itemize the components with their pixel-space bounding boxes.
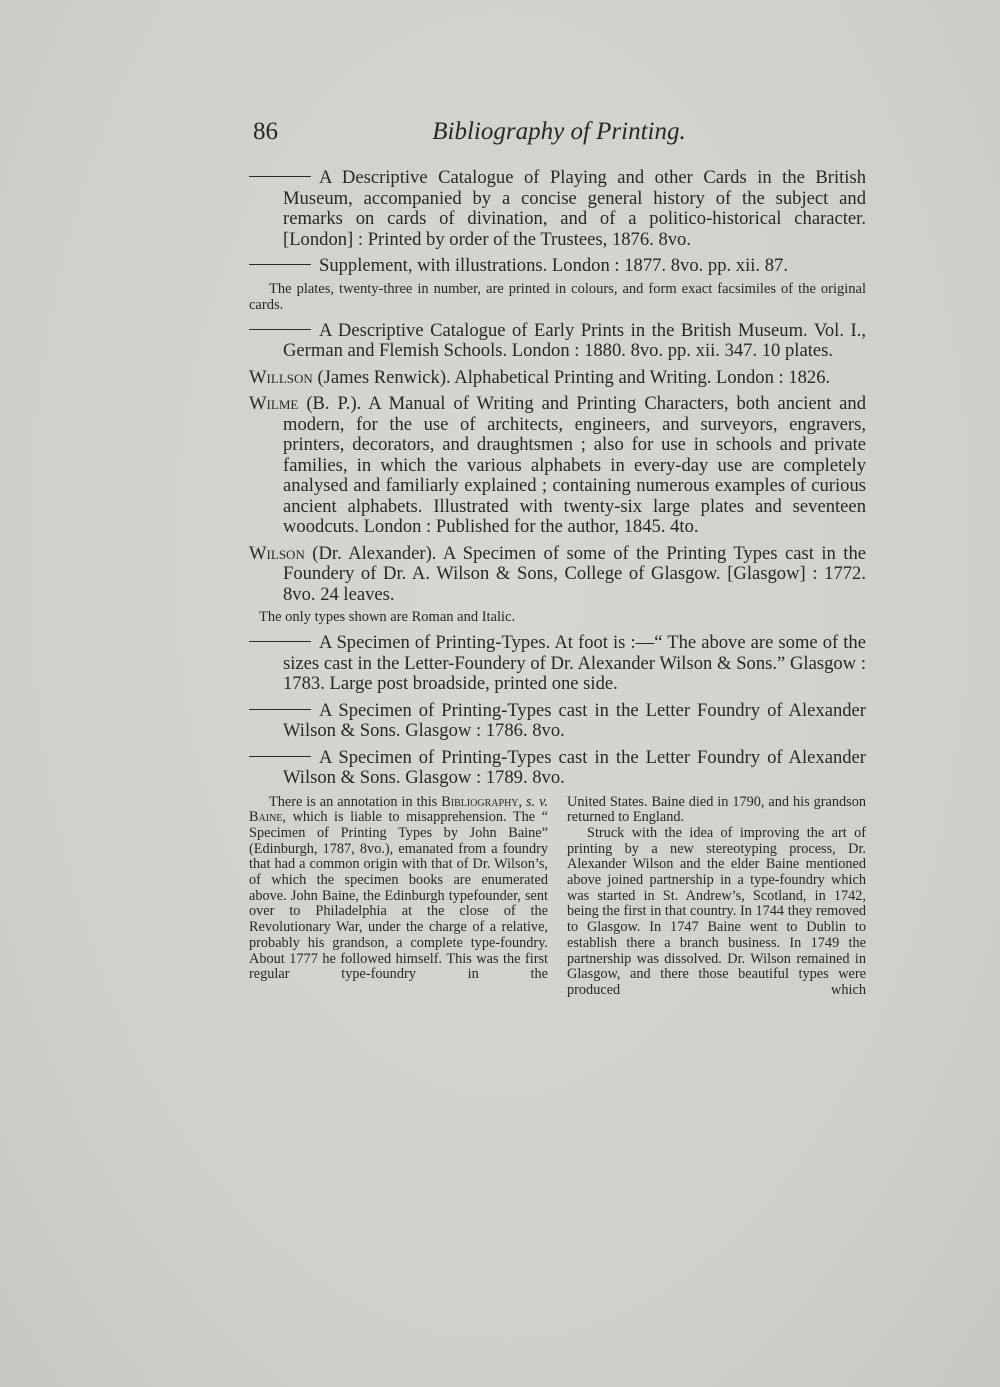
annotation-paragraph: There is an annotation in this Bibliography, s. v. Baine, which is liable to misapprehension. The “ Specimen of Printing Types by John Baine” (Edinburgh, 1787, 8vo.), emanated from a foundry that had a common origin with that of Dr. Wilson’s, of which the specimen books are enumerated above. John Baine, the Edinburgh typefounder, sent over to Philadelphia at the close of the Revolutionary War, under the charge of a relative, probably his grandson, a complete type-foundry. About 1777 he followed himself. This was the first regular type-foundry in the (249, 793, 548, 983)
ditto-dash (249, 329, 311, 330)
entry-supplement: Supplement, with illustrations. London : 1877. 8vo. pp. xii. 87. (249, 256, 866, 277)
note-wilson-types: The only types shown are Roman and Italic. (259, 609, 516, 625)
entry-specimen-1786: A Specimen of Printing-Types cast in the Letter Foundry of Alexander Wilson & Sons. Glasgow : 1786. 8vo. (249, 701, 866, 742)
ditto-dash (249, 176, 311, 177)
annotation-paragraph: Struck with the idea of improving the art of printing by a new stereotyping process, Dr. Alexander Wilson and the elder Baine mentioned above joined partnership in a type-foundry which was started in St. Andrew’s, Scotland, in 1742, being the first in that country. In 1744 they removed to Glasgow. In 1747 Baine went to Dublin to establish there a branch business. In 1749 the partnership was dissolved. Dr. Wilson remained in Glasgow, and there those beautiful types were produced which (567, 824, 866, 998)
entry-wilme: Wilme (B. P.). A Manual of Writing and Printing Characters, both ancient and modern, for the use of architects, engineers, and surveyors, engravers, printers, decorators, and draughtsmen ; also for use in schools and private families, in which the various alphabets in every-day use are completely analysed and familiarly explained ; containing numerous examples of curious ancient alphabets. Illustrated with twenty-six large plates and seventeen woodcuts. London : Published for the author, 1845. 4to. (249, 393, 866, 537)
author-name: Willson (249, 366, 313, 388)
entry-specimen-1789: A Specimen of Printing-Types cast in the Letter Foundry of Alexander Wilson & Sons. Glasgow : 1789. 8vo. (249, 748, 866, 789)
entry-wilson: Wilson (Dr. Alexander). A Specimen of some of the Printing Types cast in the Foundery of Dr. A. Wilson & Sons, College of Glasgow. [Glasgow] : 1772. 8vo. 24 leaves. (249, 542, 866, 605)
running-title: Bibliography of Printing. (432, 118, 686, 145)
annotation-columns (249, 795, 866, 999)
entry-willson: Willson (James Renwick). Alphabetical Printing and Writing. London : 1826. (249, 366, 831, 388)
annotation-left-column (249, 795, 548, 999)
note-supplement-plates: The plates, twenty-three in number, are printed in colours, and form exact facsimiles of the original cards. (249, 280, 866, 313)
annotation-right-column (567, 795, 866, 999)
page-number: 86 (253, 118, 278, 145)
page-header (253, 118, 865, 158)
entry-playing-cards: A Descriptive Catalogue of Playing and other Cards in the British Museum, accompanied by a concise general history of the subject and remarks on cards of divination, and of a politico-historical character. [London] : Printed by order of the Trustees, 1876. 8vo. (249, 168, 866, 250)
author-name: Wilme (249, 393, 299, 414)
ditto-dash (249, 641, 311, 642)
ditto-dash (249, 756, 311, 757)
entry-early-prints: A Descriptive Catalogue of Early Prints in the British Museum. Vol. I., German and Flemish Schools. London : 1880. 8vo. pp. xii. 347. 10 plates. (249, 321, 866, 362)
author-name: Wilson (249, 542, 305, 564)
annotation-paragraph: United States. Baine died in 1790, and his grandson returned to England. (567, 793, 866, 826)
ditto-dash (249, 709, 311, 710)
entry-specimen-1783: A Specimen of Printing-Types. At foot is :—“ The above are some of the sizes cast in the Letter-Foundery of Dr. Alexander Wilson & Sons.” Glasgow : 1783. Large post broadside, printed one side. (249, 633, 866, 695)
ditto-dash (249, 264, 311, 265)
bibliography-body (249, 168, 866, 999)
